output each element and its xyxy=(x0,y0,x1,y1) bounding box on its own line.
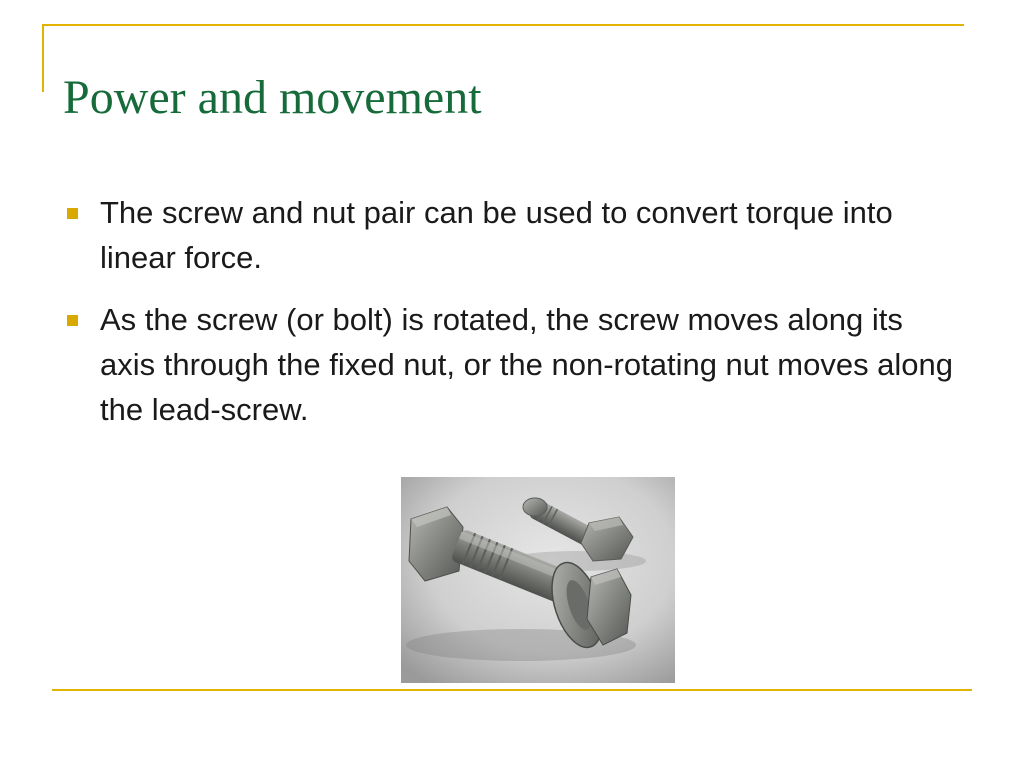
bullet-text: The screw and nut pair can be used to convert torque into linear force. xyxy=(100,195,893,275)
bullet-item xyxy=(63,297,963,432)
slide-title: Power and movement xyxy=(63,71,482,124)
frame-top-rule xyxy=(42,24,964,26)
square-bullet-icon xyxy=(67,315,78,326)
bullet-text: As the screw (or bolt) is rotated, the screw moves along its axis through the fixed nut, or the non-rotating nut moves along the lead-screw. xyxy=(100,302,954,427)
frame-left-rule xyxy=(42,24,44,92)
frame-bottom-rule xyxy=(52,689,972,691)
bullet-item xyxy=(63,190,963,280)
bullet-list xyxy=(63,190,963,449)
bolts-photo xyxy=(401,477,675,683)
bolts-image xyxy=(401,477,675,683)
square-bullet-icon xyxy=(67,208,78,219)
